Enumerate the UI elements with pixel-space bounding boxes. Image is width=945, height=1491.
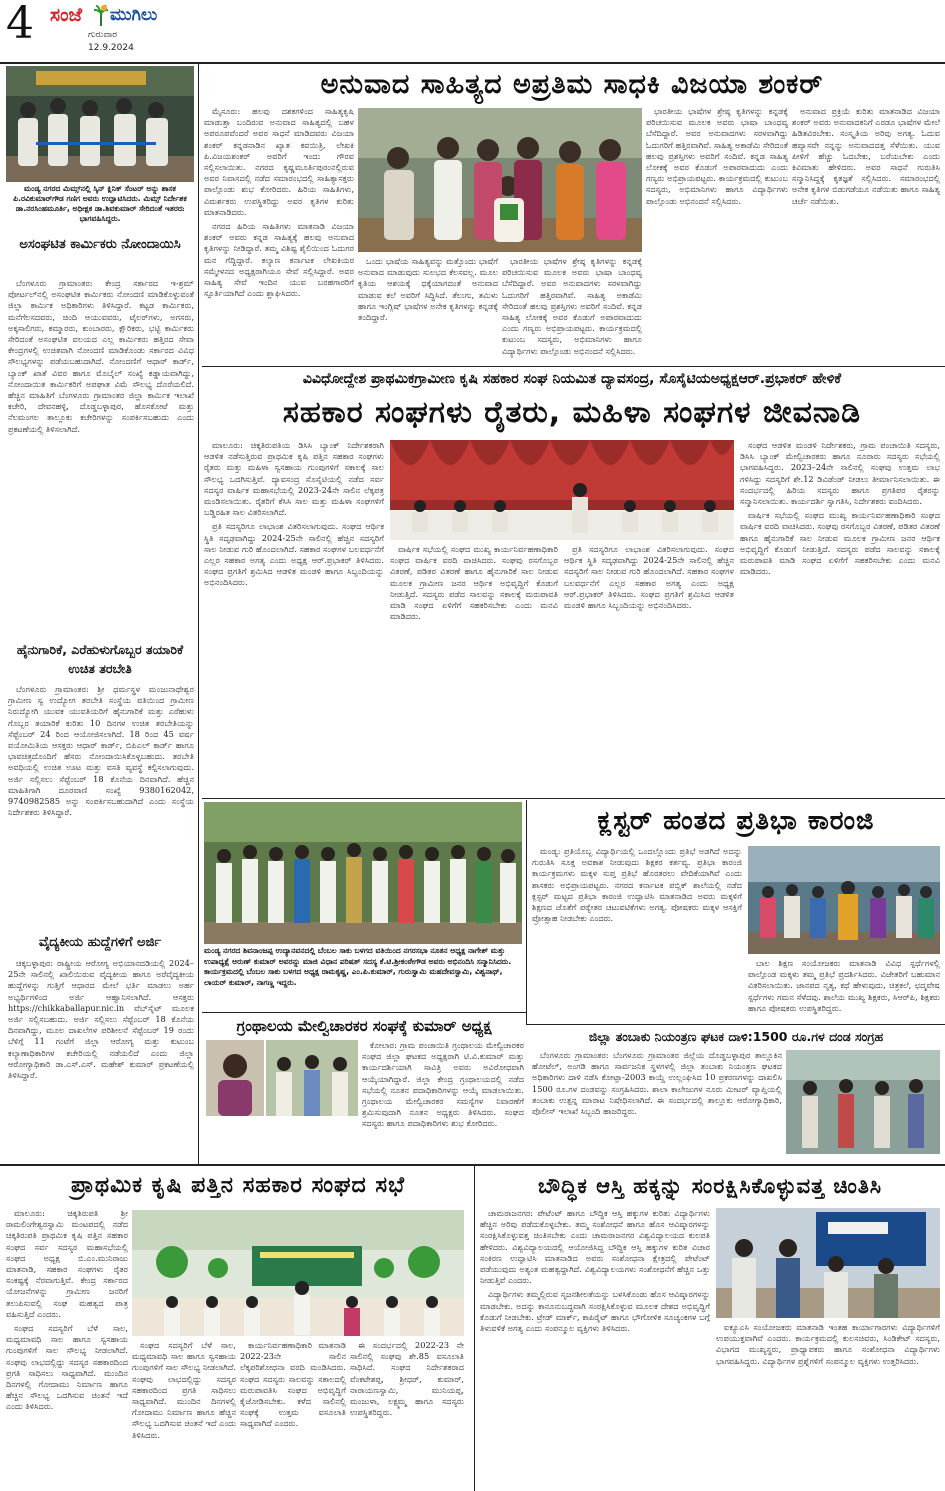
vijaya-col-5 bbox=[792, 106, 940, 364]
cluster-bottom-rule bbox=[526, 1024, 945, 1025]
story1-body bbox=[8, 278, 194, 640]
sahakara-bottom-rule bbox=[202, 798, 945, 799]
palm-tree-icon bbox=[94, 4, 108, 26]
library-text: ಕೋಲಾರ: ಗ್ರಾಮ ಪಂಚಾಯಿತಿ ಗ್ರಂಥಾಲಯ ಮೇಲ್ವಿಚಾರಕರ ಸಂಘದ ಜಿಲ್ಲಾ ಘಟಕದ ಅಧ್ಯಕ್ಷರಾಗಿ ಟಿ.ವಿ.ಕುಮಾರ್ ಮತ್ತು ಕಾರ್ಯದರ್ಶಿಯಾಗಿ ಸಾವಿತ್ರಿ ಅವರು ಅವಿರೋಧವಾಗಿ ಆಯ್ಕೆಯಾಗಿದ್ದಾರೆ. ಜಿಲ್ಲಾ ಕೇಂದ್ರ ಗ್ರಂಥಾಲಯದಲ್ಲಿ ನಡೆದ ಸಭೆಯಲ್ಲಿ ನೂತನ ಪದಾಧಿಕಾರಿಗಳನ್ನು ಆಯ್ಕೆ ಮಾಡಲಾಯಿತು. ಗ್ರಂಥಾಲಯ ಮೇಲ್ವಿಚಾರಕರ ಸಮಸ್ಯೆಗಳ ನಿವಾರಣೆಗೆ ಶ್ರಮಿಸುವುದಾಗಿ ನೂತನ ಅಧ್ಯಕ್ಷರು ತಿಳಿಸಿದರು. ಸಂಘದ ಸದಸ್ಯರು ಹಾಗೂ ಪದಾಧಿಕಾರಿಗಳು ಶುಭ ಕೋರಿದರು. bbox=[362, 1040, 524, 1129]
story2-text: ಬೆಂಗಳೂರು ಗ್ರಾಮಾಂತರ: ಶ್ರೀ ಧರ್ಮಸ್ಥಳ ಮಂಜುನಾಥೇಶ್ವರ ಗ್ರಾಮೀಣ ಸ್ವ ಉದ್ಯೋಗ ತರಬೇತಿ ಸಂಸ್ಥೆಯ ವತಿಯಿಂದ ಗ್ರಾಮೀಣ ನಿರುದ್ಯೋಗಿ ಯುವಕ ಯುವತಿಯರಿಗೆ ಹೈನುಗಾರಿಕೆ ಮತ್ತು ಎರೆಹುಳು ಗೊಬ್ಬರ ತಯಾರಿಕೆ ಕುರಿತು 10 ದಿನಗಳ ಉಚಿತ ತರಬೇತಿಯನ್ನು ಸೆಪ್ಟೆಂಬರ್ 24 ರಿಂದ ಆಯೋಜಿಸಲಾಗಿದೆ. 18 ರಿಂದ 45 ವರ್ಷ ವಯೋಮಿತಿಯ ಆಸಕ್ತರು ಆಧಾರ್ ಕಾರ್ಡ್, ಬಿಪಿಎಲ್ ಕಾರ್ಡ್ ಹಾಗೂ ಭಾವಚಿತ್ರದೊಂದಿಗೆ ಹೆಸರು ನೋಂದಾಯಿಸಿಕೊಳ್ಳಬಹುದು. ತರಬೇತಿ ಅವಧಿಯಲ್ಲಿ ಉಚಿತ ಊಟ ಮತ್ತು ವಸತಿ ವ್ಯವಸ್ಥೆ ಕಲ್ಪಿಸಲಾಗುವುದು. ಅರ್ಜಿ ಸಲ್ಲಿಸಲು ಸೆಪ್ಟೆಂಬರ್ 18 ಕೊನೆಯ ದಿನವಾಗಿದೆ. ಹೆಚ್ಚಿನ ಮಾಹಿತಿಗಾಗಿ ದೂರವಾಣಿ ಸಂಖ್ಯೆ 9380162042, 9740982585 ಅನ್ನು ಸಂಪರ್ಕಿಸಬಹುದಾಗಿದೆ ಎಂದು ಸಂಸ್ಥೆಯ ನಿರ್ದೇಶಕರು ತಿಳಿಸಿದ್ದಾರೆ. bbox=[8, 684, 194, 818]
group-photo-caption: ಮಂಡ್ಯ ನಗರದ ಶಿವನಾಂಜಪ್ಪ ಉದ್ಯಾನವನದಲ್ಲಿ ಬೆಂಬಲ ಸಾಕು ಬಳಗದ ವತಿಯಿಂದ ನಗರಸಭಾ ನೂತನ ಅಧ್ಯಕ್ಷ ನಾಗೇಶ್ ಮತ್ತು ಉಪಾಧ್ಯಕ್ಷೆ ಅರುಣ್‌ ಕುಮಾರ್ ಅವರನ್ನು ಮಾಜಿ ವಿಧಾನ ಪರಿಷತ್ ಸದಸ್ಯ ಕೆ.ಟಿ.ಶ್ರೀಕಂಠೇಗೌಡ ಅವರು ಅಭಿನಂದಿಸಿ ಸನ್ಮಾನಿಸಿದರು. ಕಾರ್ಯಕ್ರಮದಲ್ಲಿ ಬೆಂಬಲ ಸಾಕು ಬಳಗದ ಅಧ್ಯಕ್ಷ ರಾಮಕೃಷ್ಣ, ಎಂ.ಪಿ.ಕುಮಾರ್, ಗುರುಸ್ವಾಮಿ ಮಹದೇವಸ್ವಾಮಿ, ವಿಶ್ವನಾಥ್, ಲಾಯರ್ ಕುಮಾರ್, ನಾಗಣ್ಣ ಇದ್ದರು. bbox=[204, 946, 512, 987]
left-column-divider bbox=[198, 64, 199, 1164]
pkps-col-4 bbox=[350, 1340, 464, 1488]
library-headline: ಗ್ರಂಥಾಲಯ ಮೇಲ್ವಿಚಾರಕರ ಸಂಘಕ್ಕೆ ಕುಮಾರ್ ಅಧ್ಯಕ್ಷ bbox=[236, 1017, 492, 1035]
vijaya-bottom-rule bbox=[202, 366, 945, 367]
cluster-text-1: ಮಂಡ್ಯ: ಪ್ರತಿಯೊಬ್ಬ ವಿದ್ಯಾರ್ಥಿಯಲ್ಲಿ ಒಂದಲ್ಲೊಂದು ಪ್ರತಿಭೆ ಅಡಗಿದೆ ಅದನ್ನು ಗುರುತಿಸಿ ಸೂಕ್ತ ಅವಕಾಶ ನೀಡುವುದು ಶಿಕ್ಷಕರ ಕರ್ತವ್ಯ. ಪ್ರತಿಭಾ ಕಾರಂಜಿ ಕಾರ್ಯಕ್ರಮಗಳು ಮಕ್ಕಳ ಸುಪ್ತ ಪ್ರತಿಭೆ ಹೊರತರಲು ವೇದಿಕೆಯಾಗಿವೆ ಎಂದು ಶಾಸಕರು ಅಭಿಪ್ರಾಯಪಟ್ಟರು. ನಗರದ ಕರ್ನಾಟಕ ಪಬ್ಲಿಕ್ ಶಾಲೆಯಲ್ಲಿ ನಡೆದ ಕ್ಲಸ್ಟರ್ ಮಟ್ಟದ ಪ್ರತಿಭಾ ಕಾರಂಜಿ ಉದ್ಘಾಟಿಸಿ ಮಾತನಾಡಿದ ಅವರು ಮಕ್ಕಳಿಗೆ ಶಿಕ್ಷಣದ ಜೊತೆಗೆ ಪಠ್ಯೇತರ ಚಟುವಟಿಕೆಗಳು ಅಗತ್ಯ. ಪೋಷಕರು ಮಕ್ಕಳ ಆಸಕ್ತಿಗೆ ಪ್ರೋತ್ಸಾಹ ನೀಡಬೇಕು ಎಂದರು. bbox=[532, 846, 742, 924]
vijaya-headline: ಅನುವಾದ ಸಾಹಿತ್ಯದ ಅಪ್ರತಿಮ ಸಾಧಕಿ ವಿಜಯಾ ಶಂಕರ್ bbox=[320, 69, 824, 100]
sahakara-col-4 bbox=[740, 440, 940, 794]
sahakara-kicker: ವಿವಿಧೋದ್ದೇಶ ಪ್ರಾಥಮಿಕಗ್ರಾಮೀಣ ಕೃಷಿ ಸಹಕಾರ ಸಂಘ ನಿಯಮಿತ ದ್ಯಾವಸಂದ್ರ, ಸೊಸೈಟಿಯಅಧ್ಯಕ್ಷಆರ್.ಪ್ರಭಾಕರ್ ಹೇಳಿಕೆ bbox=[302, 371, 842, 387]
cluster-headline: ಕ್ಲಸ್ಟರ್ ಹಂತದ ಪ್ರತಿಭಾ ಕಾರಂಜಿ bbox=[597, 806, 875, 836]
skin-clinic-photo bbox=[6, 66, 194, 182]
ip-text-3: ಐಕ್ಯೂಎಸಿ ಸಂಯೋಜಕರು ಮಾತನಾಡಿ ಇಂತಹ ಕಾರ್ಯಾಗಾರಗಳು ವಿದ್ಯಾರ್ಥಿಗಳಿಗೆ ಉಪಯುಕ್ತವಾಗಿವೆ ಎಂದರು. ಕಾರ್ಯಕ್ರಮದಲ್ಲಿ ಕುಲಸಚಿವರು, ಸಿಂಡಿಕೇಟ್ ಸದಸ್ಯರು, ವಿಭಾಗದ ಮುಖ್ಯಸ್ಥರು, ಪ್ರಾಧ್ಯಾಪಕರು ಹಾಗೂ ಸಂಶೋಧನಾ ವಿದ್ಯಾರ್ಥಿಗಳು ಭಾಗವಹಿಸಿದ್ದರು. ವಿದ್ಯಾರ್ಥಿಗಳ ಪ್ರಶ್ನೆಗಳಿಗೆ ಸಂಪನ್ಮೂಲ ವ್ಯಕ್ತಿಗಳು ಉತ್ತರಿಸಿದರು. bbox=[716, 1322, 940, 1366]
cluster-photo bbox=[748, 846, 940, 954]
sahakara-text-3: ವಾರ್ಷಿಕ ಸಭೆಯಲ್ಲಿ ಸಂಘದ ಮುಖ್ಯ ಕಾರ್ಯನಿರ್ವಹಣಾಧಿಕಾರಿ ಸಂಘದ ವಾರ್ಷಿಕ ವರದಿ ವಾಚಿಸಿದರು. ಸಂಘವು ರಸಗೊಬ್ಬರ ವಿತರಣೆ, ಪಡಿತರ ವಿತರಣೆ ಹಾಗೂ ಹೈನುಗಾರಿಕೆ ಸಾಲ ನೀಡುವ ಮೂಲಕ ಗ್ರಾಮೀಣ ಜನರ ಆರ್ಥಿಕ ಅಭಿವೃದ್ಧಿಗೆ ಕೊಡುಗೆ ನೀಡುತ್ತಿದೆ. ಸದಸ್ಯರು ಪಡೆದ ಸಾಲವನ್ನು ಸಕಾಲಕ್ಕೆ ಮರುಪಾವತಿ ಮಾಡಿ ಸಂಘದ ಏಳಿಗೆಗೆ ಸಹಕರಿಸಬೇಕು ಎಂದು ಮನವಿ ಮಾಡಿದರು. bbox=[390, 544, 558, 622]
library-photo-1 bbox=[206, 1040, 264, 1116]
cluster-col-2 bbox=[748, 958, 940, 1020]
cluster-col-1 bbox=[532, 846, 742, 1020]
ip-col-2 bbox=[716, 1322, 940, 1488]
vijaya-photo bbox=[358, 108, 642, 252]
skin-clinic-caption: ಮಂಡ್ಯ ನಗರದ ಮಿಮ್ಸ್‌ನಲ್ಲಿ ಸ್ಕಿನ್ ಕ್ಲಿನಿಕ್ ಸೆಂಟರ್ ಅನ್ನು ಶಾಸಕ ಪಿ.ರವಿಕುಮಾರ್‌ಗೌಡ ಗಣಿಗ ಅವರು ಉದ್ಘಾಟಿಸಿದರು. ಮಿಮ್ಸ್ ನಿರ್ದೇಶಕ ಡಾ.ನರಸಿಂಹಮೂರ್ತಿ, ಅಧೀಕ್ಷಕ ಡಾ.ಶಿವಕುಮಾರ್ ಸೇರಿದಂತೆ ಇತರರು ಭಾಗವಹಿಸಿದ್ದರು. bbox=[13, 184, 187, 223]
sahakara-col-2 bbox=[390, 544, 558, 794]
pkps-col-3 bbox=[240, 1340, 346, 1488]
sahakara-text-4b: ವಾರ್ಷಿಕ ಸಭೆಯಲ್ಲಿ ಸಂಘದ ಮುಖ್ಯ ಕಾರ್ಯನಿರ್ವಹಣಾಧಿಕಾರಿ ಸಂಘದ ವಾರ್ಷಿಕ ವರದಿ ವಾಚಿಸಿದರು. ಸಂಘವು ರಸಗೊಬ್ಬರ ವಿತರಣೆ, ಪಡಿತರ ವಿತರಣೆ ಹಾಗೂ ಹೈನುಗಾರಿಕೆ ಸಾಲ ನೀಡುವ ಮೂಲಕ ಗ್ರಾಮೀಣ ಜನರ ಆರ್ಥಿಕ ಅಭಿವೃದ್ಧಿಗೆ ಕೊಡುಗೆ ನೀಡುತ್ತಿದೆ. ಸದಸ್ಯರು ಪಡೆದ ಸಾಲವನ್ನು ಸಕಾಲಕ್ಕೆ ಮರುಪಾವತಿ ಮಾಡಿ ಸಂಘದ ಏಳಿಗೆಗೆ ಸಹಕರಿಸಬೇಕು ಎಂದು ಮನವಿ ಮಾಡಿದರು. bbox=[740, 510, 940, 577]
vijaya-text-4: ಭಾರತೀಯ ಭಾಷೆಗಳ ಶ್ರೇಷ್ಠ ಕೃತಿಗಳನ್ನು ಕನ್ನಡಕ್ಕೆ ಪರಿಚಯಿಸುವ ಮೂಲಕ ಅವರು ಭಾಷಾ ಬಾಂಧವ್ಯ ಬೆಸೆದಿದ್ದಾರೆ. ಅವರ ಅನುವಾದಗಳು ಸರಳವಾಗಿದ್ದು ಓದುಗರಿಗೆ ಹತ್ತಿರವಾಗಿವೆ. ಸಾಹಿತ್ಯ ಅಕಾಡೆಮಿ ಸೇರಿದಂತೆ ಹಲವು ಪ್ರಶಸ್ತಿಗಳು ಅವರಿಗೆ ಸಂದಿವೆ. ಕನ್ನಡ ಸಾಹಿತ್ಯ ಲೋಕಕ್ಕೆ ಅವರ ಕೊಡುಗೆ ಅಪಾರವಾದುದು ಎಂದು ಗಣ್ಯರು ಅಭಿಪ್ರಾಯಪಟ್ಟರು. ಕಾರ್ಯಕ್ರಮದಲ್ಲಿ ಕುಟುಂಬ ಸದಸ್ಯರು, ಅಭಿಮಾನಿಗಳು ಹಾಗೂ ವಿದ್ಯಾರ್ಥಿಗಳು ಪಾಲ್ಗೊಂಡು ಅಭಿನಂದನೆ ಸಲ್ಲಿಸಿದರು. bbox=[646, 106, 788, 206]
lower-section-rule bbox=[0, 1164, 945, 1166]
pkps-col-1 bbox=[6, 1208, 128, 1488]
pkps-text-4: ಈ ಸಂದರ್ಭದಲ್ಲಿ 2022-23 ನೇ ಸಾಲಿನಲ್ಲಿ ಸಂಘವು ಶೇ.85 ವಸೂಲಾತಿ ಸಾಧಿಸಿದೆ. ಸಂಘದ ನಿರ್ದೇಶಕರಾದ ವೆಂಕಟೇಶಪ್ಪ, ಶ್ರೀಧರ್, ಕುಮಾರ್, ನಾರಾಯಣಸ್ವಾಮಿ, ಮುನಿಯಪ್ಪ, ಮಂಜುಳಾ, ಲಕ್ಷ್ಮಮ್ಮ ಹಾಗೂ ಸದಸ್ಯರು ಉಪಸ್ಥಿತರಿದ್ದರು. bbox=[350, 1340, 464, 1418]
sahakara-headline: ಸಹಕಾರ ಸಂಘಗಳು ರೈತರು, ಮಹಿಳಾ ಸಂಘಗಳ ಜೀವನಾಡಿ bbox=[282, 395, 862, 430]
tobacco-text: ಬೆಂಗಳೂರು ಗ್ರಾಮಾಂತರ: ಬೆಂಗಳೂರು ಗ್ರಾಮಾಂತರ ಜಿಲ್ಲೆಯ ದೊಡ್ಡಬಳ್ಳಾಪುರ ತಾಲ್ಲೂಕಿನ ಹೋಟೆಲ್, ಅಂಗಡಿ ಹಾಗೂ ಸಾರ್ವಜನಿಕ ಸ್ಥಳಗಳಲ್ಲಿ ಜಿಲ್ಲಾ ತಂಬಾಕು ನಿಯಂತ್ರಣ ಘಟಕದ ಅಧಿಕಾರಿಗಳು ದಾಳಿ ನಡೆಸಿ ಕೋಟ್ಪಾ-2003 ಕಾಯ್ದೆ ಉಲ್ಲಂಘಿಸಿದ 10 ಪ್ರಕರಣಗಳನ್ನು ದಾಖಲಿಸಿ 1500 ರೂ.ಗಳ ದಂಡವನ್ನು ಸಂಗ್ರಹಿಸಿದರು. ಶಾಲಾ ಕಾಲೇಜುಗಳ ನೂರು ಮೀಟರ್ ವ್ಯಾಪ್ತಿಯಲ್ಲಿ ತಂಬಾಕು ಉತ್ಪನ್ನ ಮಾರಾಟ ನಿಷೇಧಿಸಲಾಗಿದೆ. ಈ ಸಂದರ್ಭದಲ್ಲಿ ತಾಲ್ಲೂಕು ಆರೋಗ್ಯಾಧಿಕಾರಿ, ಪೊಲೀಸ್ ಇಲಾಖೆ ಸಿಬ್ಬಂದಿ ಹಾಜರಿದ್ದರು. bbox=[532, 1050, 782, 1117]
pkps-text-3: ಕಾರ್ಯನಿರ್ವಹಣಾಧಿಕಾರಿ ಮಾತನಾಡಿ 2022-23ನೇ ಸಾಲಿನ ಲೆಕ್ಕಪರಿಶೋಧನಾ ವರದಿ ಮಂಡಿಸಿದರು. ಸಂಘದ ಸದಸ್ಯರು ಸಾಲವನ್ನು ಸಕಾಲದಲ್ಲಿ ಮರುಪಾವತಿಸಿ ಸಂಘದ ಅಭಿವೃದ್ಧಿಗೆ ಕೈಜೋಡಿಸಬೇಕು. ಕಳೆದ ಸಾಲಿನಲ್ಲಿ ಸಂಘಕ್ಕೆ ಉತ್ತಮ ವಸೂಲಾತಿ ಸಾಧ್ಯವಾಗಿದೆ ಎಂದರು. bbox=[240, 1340, 346, 1429]
story2-headline: ಹೈನುಗಾರಿಕೆ, ಎರೆಹುಳುಗೊಬ್ಬರ ತಯಾರಿಕೆ ಉಚಿತ ತರಬೇತಿ bbox=[16, 642, 184, 676]
pkps-col-2 bbox=[132, 1340, 236, 1488]
masthead bbox=[0, 0, 945, 62]
vijaya-col-3 bbox=[502, 256, 642, 364]
pkps-photo bbox=[132, 1210, 464, 1336]
logo-text-2: ಮುಗಿಲು bbox=[110, 5, 158, 25]
story2-body bbox=[8, 684, 194, 930]
sahakara-col-3 bbox=[564, 544, 734, 794]
vijaya-col-1 bbox=[204, 106, 354, 364]
story3-text: ಚಿಕ್ಕಬಳ್ಳಾಪುರ: ರಾಷ್ಟ್ರೀಯ ಆರೋಗ್ಯ ಅಭಿಯಾನದಡಿಯಲ್ಲಿ 2024–25ನೇ ಸಾಲಿನಲ್ಲಿ ಖಾಲಿಯಿರುವ ವೈದ್ಯಕೀಯ ಹಾಗೂ ಅರೆವೈದ್ಯಕೀಯ ಹುದ್ದೆಗಳನ್ನು ಗುತ್ತಿಗೆ ಆಧಾರದ ಮೇಲೆ ಭರ್ತಿ ಮಾಡಲು ಅರ್ಹ ಅಭ್ಯರ್ಥಿಗಳಿಂದ ಅರ್ಜಿ ಆಹ್ವಾನಿಸಲಾಗಿದೆ. ಆಸಕ್ತರು https://chikkaballapur.nic.in ವೆಬ್‌ಸೈಟ್ ಮೂಲಕ ಅರ್ಜಿ ಸಲ್ಲಿಸಬಹುದು. ಅರ್ಜಿ ಸಲ್ಲಿಸಲು ಸೆಪ್ಟೆಂಬರ್ 18 ಕೊನೆಯ ದಿನವಾಗಿದ್ದು, ಮೂಲ ದಾಖಲೆಗಳ ಪರಿಶೀಲನೆ ಸೆಪ್ಟೆಂಬರ್ 19 ರಂದು ಬೆಳಿಗ್ಗೆ 11 ಗಂಟೆಗೆ ಜಿಲ್ಲಾ ಆರೋಗ್ಯ ಮತ್ತು ಕುಟುಂಬ ಕಲ್ಯಾಣಾಧಿಕಾರಿಗಳ ಕಚೇರಿಯಲ್ಲಿ ನಡೆಯಲಿದೆ ಎಂದು ಜಿಲ್ಲಾ ಆರೋಗ್ಯಾಧಿಕಾರಿ ಡಾ.ಎಸ್.ಎಸ್. ಮಹೇಶ್ ಕುಮಾರ್ ಪ್ರಕಟಣೆಯಲ್ಲಿ ತಿಳಿಸಿದ್ದಾರೆ. bbox=[8, 958, 194, 1081]
vijaya-text-5: ಅನುವಾದ ಪ್ರಕ್ರಿಯೆ ಕುರಿತು ಮಾತನಾಡಿದ ವಿಜಯಾ ಶಂಕರ್ ಅವರು ಅನುವಾದಕನಿಗೆ ಎರಡೂ ಭಾಷೆಗಳ ಮೇಲೆ ಹಿಡಿತವಿರಬೇಕು. ಸಂಸ್ಕೃತಿಯ ಅರಿವು ಅಗತ್ಯ. ಓದುವ ಹವ್ಯಾಸವೇ ನನ್ನನ್ನು ಅನುವಾದದತ್ತ ಸೆಳೆಯಿತು. ಯುವ ಪೀಳಿಗೆ ಹೆಚ್ಚು ಓದಬೇಕು, ಬರೆಯಬೇಕು ಎಂದು ಕಿವಿಮಾತು ಹೇಳಿದರು. ಅವರ ಸಾಧನೆ ಗುರುತಿಸಿ ಸನ್ಮಾನಿಸಿದ್ದಕ್ಕೆ ಕೃತಜ್ಞತೆ ಸಲ್ಲಿಸಿದರು. ಸಮಾರಂಭದಲ್ಲಿ ಅನೇಕ ಕೃತಿಗಳ ಬಿಡುಗಡೆಯೂ ನಡೆಯಿತು ಹಾಗೂ ಸಾಹಿತ್ಯ ಚರ್ಚೆ ನಡೆಯಿತು. bbox=[792, 106, 940, 206]
pkps-text-2: ಸಂಘದ ಸದಸ್ಯರಿಗೆ ಬೆಳೆ ಸಾಲ, ಮಧ್ಯಮಾವಧಿ ಸಾಲ ಹಾಗೂ ಸ್ವಸಹಾಯ ಗುಂಪುಗಳಿಗೆ ಸಾಲ ಸೌಲಭ್ಯ ನೀಡಲಾಗಿದೆ. ಸಂಘವು ಲಾಭದಲ್ಲಿದ್ದು ಸದಸ್ಯರ ಸಹಕಾರದಿಂದ ಪ್ರಗತಿ ಸಾಧಿಸಲು ಸಾಧ್ಯವಾಗಿದೆ. ಮುಂದಿನ ದಿನಗಳಲ್ಲಿ ಗೋದಾಮು ನಿರ್ಮಾಣ ಹಾಗೂ ಹೆಚ್ಚಿನ ಸೌಲಭ್ಯ ಒದಗಿಸುವ ಚಿಂತನೆ ಇದೆ ಎಂದು ತಿಳಿಸಿದರು. bbox=[6, 1323, 128, 1412]
mid-bottom-rule bbox=[202, 1012, 526, 1013]
center-vertical-divider bbox=[526, 800, 527, 1024]
vijaya-col-4 bbox=[646, 106, 788, 364]
date: 12.9.2024 bbox=[88, 43, 134, 53]
vijaya-text-3b: ಭಾರತೀಯ ಭಾಷೆಗಳ ಶ್ರೇಷ್ಠ ಕೃತಿಗಳನ್ನು ಕನ್ನಡಕ್ಕೆ ಪರಿಚಯಿಸುವ ಮೂಲಕ ಅವರು ಭಾಷಾ ಬಾಂಧವ್ಯ ಬೆಸೆದಿದ್ದಾರೆ. ಅವರ ಅನುವಾದಗಳು ಸರಳವಾಗಿದ್ದು ಓದುಗರಿಗೆ ಹತ್ತಿರವಾಗಿವೆ. ಸಾಹಿತ್ಯ ಅಕಾಡೆಮಿ ಸೇರಿದಂತೆ ಹಲವು ಪ್ರಶಸ್ತಿಗಳು ಅವರಿಗೆ ಸಂದಿವೆ. ಕನ್ನಡ ಸಾಹಿತ್ಯ ಲೋಕಕ್ಕೆ ಅವರ ಕೊಡುಗೆ ಅಪಾರವಾದುದು ಎಂದು ಗಣ್ಯರು ಅಭಿಪ್ರಾಯಪಟ್ಟರು. ಕಾರ್ಯಕ್ರಮದಲ್ಲಿ ಕುಟುಂಬ ಸದಸ್ಯರು, ಅಭಿಮಾನಿಗಳು ಹಾಗೂ ವಿದ್ಯಾರ್ಥಿಗಳು ಪಾಲ್ಗೊಂಡು ಅಭಿನಂದನೆ ಸಲ್ಲಿಸಿದರು. bbox=[502, 256, 642, 356]
vijaya-text-3: ಒಂದು ಭಾಷೆಯ ಸಾಹಿತ್ಯವನ್ನು ಮತ್ತೊಂದು ಭಾಷೆಗೆ ಅನುವಾದ ಮಾಡುವುದು ಸುಲಭದ ಕೆಲಸವಲ್ಲ. ಮೂಲ ಕೃತಿಯ ಆಶಯಕ್ಕೆ ಧಕ್ಕೆಯಾಗದಂತೆ ಅನುವಾದ ಮಾಡುವ ಕಲೆ ಅವರಿಗೆ ಸಿದ್ಧಿಸಿದೆ. ತೆಲುಗು, ತಮಿಳು ಹಾಗೂ ಇಂಗ್ಲಿಷ್ ಭಾಷೆಗಳ ಅನೇಕ ಕೃತಿಗಳನ್ನು ಕನ್ನಡಕ್ಕೆ ತಂದಿದ್ದಾರೆ. bbox=[358, 256, 498, 323]
library-photo-2 bbox=[266, 1040, 358, 1116]
vijaya-col-2 bbox=[358, 256, 498, 364]
sahakara-text-3b: ಪ್ರತಿ ಸದಸ್ಯರಿಗೂ ಲಾಭಾಂಶ ವಿತರಿಸಲಾಗುವುದು. ಸಂಘದ ಆರ್ಥಿಕ ಸ್ಥಿತಿ ಸದೃಢವಾಗಿದ್ದು 2024-25ನೇ ಸಾಲಿನಲ್ಲಿ ಹೆಚ್ಚಿನ ಸದಸ್ಯರಿಗೆ ಸಾಲ ನೀಡುವ ಗುರಿ ಹೊಂದಲಾಗಿದೆ. ಸಹಕಾರ ಸಂಘಗಳ ಬಲವರ್ಧನೆಗೆ ಎಲ್ಲರ ಸಹಕಾರ ಅಗತ್ಯ ಎಂದು ಅಧ್ಯಕ್ಷ ಆರ್.ಪ್ರಭಾಕರ್ ತಿಳಿಸಿದರು. ಸಂಘದ ಪ್ರಗತಿಗೆ ಶ್ರಮಿಸಿದ ಆಡಳಿತ ಮಂಡಳಿ ಹಾಗೂ ಸಿಬ್ಬಂದಿಯನ್ನು ಅಭಿನಂದಿಸಿದರು. bbox=[564, 544, 734, 611]
ip-col-1 bbox=[480, 1208, 710, 1488]
library-body bbox=[362, 1040, 524, 1150]
masthead-divider bbox=[0, 62, 945, 64]
sahakara-text-2: ಪ್ರತಿ ಸದಸ್ಯರಿಗೂ ಲಾಭಾಂಶ ವಿತರಿಸಲಾಗುವುದು. ಸಂಘದ ಆರ್ಥಿಕ ಸ್ಥಿತಿ ಸದೃಢವಾಗಿದ್ದು 2024-25ನೇ ಸಾಲಿನಲ್ಲಿ ಹೆಚ್ಚಿನ ಸದಸ್ಯರಿಗೆ ಸಾಲ ನೀಡುವ ಗುರಿ ಹೊಂದಲಾಗಿದೆ. ಸಹಕಾರ ಸಂಘಗಳ ಬಲವರ್ಧನೆಗೆ ಎಲ್ಲರ ಸಹಕಾರ ಅಗತ್ಯ ಎಂದು ಅಧ್ಯಕ್ಷ ಆರ್.ಪ್ರಭಾಕರ್ ತಿಳಿಸಿದರು. ಸಂಘದ ಪ್ರಗತಿಗೆ ಶ್ರಮಿಸಿದ ಆಡಳಿತ ಮಂಡಳಿ ಹಾಗೂ ಸಿಬ್ಬಂದಿಯನ್ನು ಅಭಿನಂದಿಸಿದರು. bbox=[204, 521, 384, 588]
ip-text-2: ವಿದ್ಯಾರ್ಥಿಗಳು ತಮ್ಮಲ್ಲಿರುವ ಸೃಜನಶೀಲತೆಯನ್ನು ಬಳಸಿಕೊಂಡು ಹೊಸ ಆವಿಷ್ಕಾರಗಳನ್ನು ಮಾಡಬೇಕು. ಅದನ್ನು ಕಾನೂನುಬದ್ಧವಾಗಿ ಸಂರಕ್ಷಿಸಿಕೊಳ್ಳುವ ಮೂಲಕ ದೇಶದ ಅಭಿವೃದ್ಧಿಗೆ ಕೊಡುಗೆ ನೀಡಬೇಕು. ಟ್ರೇಡ್ ಮಾರ್ಕ್, ಕಾಪಿರೈಟ್ ಹಾಗೂ ಭೌಗೋಳಿಕ ಸೂಚ್ಯಂಕಗಳ ಬಗ್ಗೆ ತಿಳುವಳಿಕೆ ಅಗತ್ಯ ಎಂದು ಸಂಪನ್ಮೂಲ ವ್ಯಕ್ತಿಗಳು ತಿಳಿಸಿದರು. bbox=[480, 1289, 710, 1334]
story1-headline: ಅಸಂಘಟಿತ ಕಾರ್ಮಿಕರು ನೋಂದಾಯಿಸಿ bbox=[19, 237, 181, 252]
weekday: ಗುರುವಾರ bbox=[88, 30, 118, 40]
cluster-text-2: ಬಾಲ ಶಿಕ್ಷಣ ಸಂಯೋಜಕರು ಮಾತನಾಡಿ ವಿವಿಧ ಸ್ಪರ್ಧೆಗಳಲ್ಲಿ ಪಾಲ್ಗೊಂಡ ಮಕ್ಕಳು ತಮ್ಮ ಪ್ರತಿಭೆ ಪ್ರದರ್ಶಿಸಿದರು. ವಿಜೇತರಿಗೆ ಬಹುಮಾನ ವಿತರಿಸಲಾಯಿತು. ಜಾನಪದ ನೃತ್ಯ, ಕಥೆ ಹೇಳುವುದು, ಚಿತ್ರಕಲೆ, ಛದ್ಮವೇಷ ಸ್ಪರ್ಧೆಗಳು ಗಮನ ಸೆಳೆದವು. ಶಾಲೆಯ ಮುಖ್ಯ ಶಿಕ್ಷಕರು, ಸಿಆರ್‌ಪಿ, ಶಿಕ್ಷಕರು ಹಾಗೂ ಪೋಷಕರು ಉಪಸ್ಥಿತರಿದ್ದರು. bbox=[748, 958, 940, 1013]
sahakara-text-1: ಮಾಲೂರು: ಚಿಕ್ಕತಿರುಪತಿಯ ಡಿಸಿಸಿ ಬ್ಯಾಂಕ್ ನಿರ್ದೇಶಕರಾಗಿ ಆಡಳಿತ ನಡೆಸುತ್ತಿರುವ ಪ್ರಾಥಮಿಕ ಕೃಷಿ ಪತ್ತಿನ ಸಹಕಾರ ಸಂಘಗಳು ರೈತರು ಮತ್ತು ಮಹಿಳಾ ಸ್ವಸಹಾಯ ಗುಂಪುಗಳಿಗೆ ಸಕಾಲಕ್ಕೆ ಸಾಲ ಸೌಲಭ್ಯ ಒದಗಿಸುತ್ತಿವೆ. ದ್ಯಾವಸಂದ್ರ ಸೊಸೈಟಿಯಲ್ಲಿ ನಡೆದ ಸರ್ವ ಸದಸ್ಯರ ವಾರ್ಷಿಕ ಮಹಾಸಭೆಯಲ್ಲಿ 2023-24ನೇ ಸಾಲಿನ ಲೆಕ್ಕಪತ್ರ ಮಂಡಿಸಲಾಯಿತು. ರೈತರಿಗೆ ಕೆಸಿಸಿ ಸಾಲ ಮತ್ತು ಮಹಿಳಾ ಸಂಘಗಳಿಗೆ ಬಡ್ಡಿರಹಿತ ಸಾಲ ವಿತರಿಸಲಾಗಿದೆ. bbox=[204, 440, 384, 518]
logo-text: ಸಂಜೆ bbox=[50, 4, 83, 26]
page-number: 4 bbox=[6, 0, 34, 49]
bottom-center-divider bbox=[474, 1166, 475, 1491]
tobacco-headline: ಜಿಲ್ಲಾ ತಂಬಾಕು ನಿಯಂತ್ರಣ ಘಟಕ ದಾಳಿ:1500 ರೂ.ಗಳ ದಂಡ ಸಂಗ್ರಹ bbox=[588, 1029, 884, 1044]
ip-photo bbox=[716, 1208, 940, 1318]
vijaya-text-2: ನಗರದ ಹಿರಿಯ ಸಾಹಿತಿಗಳು ಮಾತನಾಡಿ ವಿಜಯಾ ಶಂಕರ್ ಅವರು ಕನ್ನಡ ಸಾಹಿತ್ಯಕ್ಕೆ ಹಲವು ಅನುವಾದ ಕೃತಿಗಳನ್ನು ನೀಡಿದ್ದಾರೆ. ತಮ್ಮ ವಿಶಿಷ್ಟ ಶೈಲಿಯಿಂದ ಓದುಗರ ಮನ ಗೆದ್ದಿದ್ದಾರೆ. ಕಲ್ಯಾಣ ಕರ್ನಾಟಕ ಲೇಖಕಿಯರ ಸಮ್ಮೇಳನದ ಅಧ್ಯಕ್ಷರಾಗಿಯೂ ಸೇವೆ ಸಲ್ಲಿಸಿದ್ದಾರೆ. ಅವರ ಸಾಹಿತ್ಯ ಸೇವೆ ಇಂದಿನ ಯುವ ಬರಹಗಾರರಿಗೆ ಸ್ಫೂರ್ತಿಯಾಗಿದೆ ಎಂದು ಶ್ಲಾಘಿಸಿದರು. bbox=[204, 221, 354, 299]
pkps-text-2b: ಸಂಘದ ಸದಸ್ಯರಿಗೆ ಬೆಳೆ ಸಾಲ, ಮಧ್ಯಮಾವಧಿ ಸಾಲ ಹಾಗೂ ಸ್ವಸಹಾಯ ಗುಂಪುಗಳಿಗೆ ಸಾಲ ಸೌಲಭ್ಯ ನೀಡಲಾಗಿದೆ. ಸಂಘವು ಲಾಭದಲ್ಲಿದ್ದು ಸದಸ್ಯರ ಸಹಕಾರದಿಂದ ಪ್ರಗತಿ ಸಾಧಿಸಲು ಸಾಧ್ಯವಾಗಿದೆ. ಮುಂದಿನ ದಿನಗಳಲ್ಲಿ ಗೋದಾಮು ನಿರ್ಮಾಣ ಹಾಗೂ ಹೆಚ್ಚಿನ ಸೌಲಭ್ಯ ಒದಗಿಸುವ ಚಿಂತನೆ ಇದೆ ಎಂದು ತಿಳಿಸಿದರು. bbox=[132, 1340, 236, 1440]
group-photo bbox=[204, 802, 522, 944]
story3-body bbox=[8, 958, 194, 1158]
vijaya-text-1: ಮೈಸೂರು: ಹಲವು ದಶಕಗಳಿಂದ ಸಾಹಿತ್ಯಕೃಷಿ ಮಾಡುತ್ತಾ ಬಂದಿರುವ ಅನುವಾದ ಸಾಹಿತ್ಯದಲ್ಲಿ ಬಹಳ ಅಪರೂಪವೆಂದರೆ ಅವರ ಸಾಧನೆ ಮಾಡಿದವರು ವಿಜಯಾ ಶಂಕರ್ ಕನ್ನಡನಾಡಿನ ಖ್ಯಾತ ಕವಯಿತ್ರಿ, ಲೇಖಕಿ ಪಿ.ವಿಜಯಶಂಕರ್ ಅವರಿಗೆ ಇಂದು ಗೌರವ ಸಲ್ಲಿಸಲಾಯಿತು. ನಗರದ ಕೃಷ್ಣಮೂರ್ತಿಪುರಂನಲ್ಲಿರುವ ಅವರ ನಿವಾಸದಲ್ಲಿ ನಡೆದ ಸಮಾರಂಭದಲ್ಲಿ ಸಾಹಿತ್ಯಾಸಕ್ತರು ಪಾಲ್ಗೊಂಡು ಶುಭ ಕೋರಿದರು. ಹಿರಿಯ ಸಾಹಿತಿಗಳು, ವಿಮರ್ಶಕರು ಉಪಸ್ಥಿತರಿದ್ದು ಅವರ ಕೃತಿಗಳ ಕುರಿತು ಮಾತನಾಡಿದರು. bbox=[204, 106, 354, 217]
logo bbox=[50, 4, 160, 32]
story1-text: ಬೆಂಗಳೂರು ಗ್ರಾಮಾಂತರ: ಕೇಂದ್ರ ಸರ್ಕಾರದ ಇ-ಶ್ರಮ್ ಪೋರ್ಟಲ್‌ನಲ್ಲಿ ಅಸಂಘಟಿತ ಕಾರ್ಮಿಕರು ನೋಂದಣಿ ಮಾಡಿಕೊಳ್ಳುವಂತೆ ಜಿಲ್ಲಾ ಕಾರ್ಮಿಕ ಅಧಿಕಾರಿಗಳು ತಿಳಿಸಿದ್ದಾರೆ. ಕಟ್ಟಡ ಕಾರ್ಮಿಕರು, ಮನೆಗೆಲಸದವರು, ಚಿಂದಿ ಆಯುವವರು, ಟೈಲರ್‌ಗಳು, ಅಗಸರು, ಅಕ್ಕಸಾಲಿಗರು, ಕಮ್ಮಾರರು, ಕುಂಬಾರರು, ಕ್ಷೌರಿಕರು, ಭಟ್ಟಿ ಕಾರ್ಮಿಕರು ಸೇರಿದಂತೆ ಅಸಂಘಟಿತ ವಲಯದ ಎಲ್ಲ ಕಾರ್ಮಿಕರು ಹತ್ತಿರದ ಸೇವಾ ಕೇಂದ್ರಗಳಲ್ಲಿ ಉಚಿತವಾಗಿ ನೋಂದಣಿ ಮಾಡಿಕೊಂಡು ಸರ್ಕಾರದ ವಿವಿಧ ಸೌಲಭ್ಯಗಳನ್ನು ಪಡೆಯಬಹುದಾಗಿದೆ. ನೋಂದಣಿಗೆ ಆಧಾರ್ ಕಾರ್ಡ್, ಬ್ಯಾಂಕ್ ಖಾತೆ ವಿವರ ಹಾಗೂ ಮೊಬೈಲ್ ಸಂಖ್ಯೆ ಕಡ್ಡಾಯವಾಗಿದ್ದು, ನೋಂದಾಯಿತ ಕಾರ್ಮಿಕರಿಗೆ ಅಪಘಾತ ವಿಮೆ ಸೌಲಭ್ಯ ದೊರೆಯಲಿದೆ. ಹೆಚ್ಚಿನ ಮಾಹಿತಿಗೆ ಬೆಂಗಳೂರು ಗ್ರಾಮಾಂತರ ಜಿಲ್ಲಾ ಕಾರ್ಮಿಕ ಇಲಾಖೆ ಕಚೇರಿ, ದೇವನಹಳ್ಳಿ, ದೊಡ್ಡಬಳ್ಳಾಪುರ, ಹೊಸಕೋಟೆ ಮತ್ತು ನೆಲಮಂಗಲ ತಾಲ್ಲೂಕು ಕಚೇರಿಗಳನ್ನು ಸಂಪರ್ಕಿಸಬಹುದು ಎಂದು ಪ್ರಕಟಣೆಯಲ್ಲಿ ತಿಳಿಸಲಾಗಿದೆ. bbox=[8, 278, 194, 434]
sahakara-photo bbox=[390, 440, 734, 540]
tobacco-photo bbox=[786, 1050, 940, 1154]
pkps-text-1: ಮಾಲೂರು: ಚಿಕ್ಕತಿರುಪತಿ ಶ್ರೀ ರಾಮಲಿಂಗೇಶ್ವರಸ್ವಾಮಿ ಮಂಟಪದಲ್ಲಿ ನಡೆದ ಚಿಕ್ಕತಿರುಪತಿ ಪ್ರಾಥಮಿಕ ಕೃಷಿ ಪತ್ತಿನ ಸಹಕಾರ ಸಂಘದ ಸರ್ವ ಸದಸ್ಯರ ಮಹಾಸಭೆಯಲ್ಲಿ ಸಂಘದ ಅಧ್ಯಕ್ಷ ಬಿ.ಎಂ.ಮುನಿರಾಜು ಮಾತನಾಡಿ, ಸಹಕಾರ ಸಂಘಗಳು ರೈತರ ಸಂಕಷ್ಟಕ್ಕೆ ನೆರವಾಗುತ್ತಿವೆ. ಕೇಂದ್ರ ಸರ್ಕಾರದ ಯೋಜನೆಗಳನ್ನು ಗ್ರಾಮೀಣ ಜನರಿಗೆ ತಲುಪಿಸುವಲ್ಲಿ ಸಂಘ ಮಹತ್ವದ ಪಾತ್ರ ವಹಿಸುತ್ತಿದೆ ಎಂದರು. bbox=[6, 1208, 128, 1319]
ip-headline: ಬೌದ್ಧಿಕ ಆಸ್ತಿ ಹಕ್ಕನ್ನು ಸಂರಕ್ಷಿಸಿಕೊಳ್ಳುವತ್ತ ಚಿಂತಿಸಿ bbox=[537, 1174, 883, 1198]
sahakara-col-1 bbox=[204, 440, 384, 794]
tobacco-body bbox=[532, 1050, 782, 1156]
pkps-headline: ಪ್ರಾಥಮಿಕ ಕೃಷಿ ಪತ್ತಿನ ಸಹಕಾರ ಸಂಘದ ಸಭೆ bbox=[71, 1173, 405, 1198]
story3-headline: ವೈದ್ಯಕೀಯ ಹುದ್ದೆಗಳಿಗೆ ಅರ್ಜಿ bbox=[38, 935, 162, 950]
sahakara-text-4: ಸಂಘದ ಆಡಳಿತ ಮಂಡಳಿ ನಿರ್ದೇಶಕರು, ಗ್ರಾಮ ಪಂಚಾಯಿತಿ ಸದಸ್ಯರು, ಡಿಸಿಸಿ ಬ್ಯಾಂಕ್ ಮೇಲ್ವಿಚಾರಕರು ಹಾಗೂ ನೂರಾರು ಸದಸ್ಯರು ಸಭೆಯಲ್ಲಿ ಭಾಗವಹಿಸಿದ್ದರು. 2023–24ನೇ ಸಾಲಿನಲ್ಲಿ ಸಂಘವು ಉತ್ತಮ ಲಾಭ ಗಳಿಸಿದ್ದು ಸದಸ್ಯರಿಗೆ ಶೇ.12 ಡಿವಿಡೆಂಡ್ ನೀಡಲು ತೀರ್ಮಾನಿಸಲಾಯಿತು. ಈ ಸಂದರ್ಭದಲ್ಲಿ ಹಿರಿಯ ಸದಸ್ಯರು ಹಾಗೂ ಪ್ರಗತಿಪರ ರೈತರನ್ನು ಸನ್ಮಾನಿಸಲಾಯಿತು. ಕಾರ್ಯದರ್ಶಿ ಸ್ವಾಗತಿಸಿ, ನಿರ್ದೇಶಕರು ವಂದಿಸಿದರು. bbox=[740, 440, 940, 507]
ip-text-1: ಚಾಮರಾಜನಗರ: ಪೇಟೆಂಟ್ ಹಾಗೂ ಬೌದ್ಧಿಕ ಆಸ್ತಿ ಹಕ್ಕುಗಳ ಕುರಿತು ವಿದ್ಯಾರ್ಥಿಗಳು ಹೆಚ್ಚಿನ ಅರಿವು ಪಡೆದುಕೊಳ್ಳಬೇಕು. ತಮ್ಮ ಸಂಶೋಧನೆ ಹಾಗೂ ಹೊಸ ಆವಿಷ್ಕಾರಗಳನ್ನು ಸಂರಕ್ಷಿಸಿಕೊಳ್ಳುವತ್ತ ಚಿಂತಿಸಬೇಕು ಎಂದು ಚಾಮರಾಜನಗರ ವಿಶ್ವವಿದ್ಯಾಲಯದ ಕುಲಪತಿ ಹೇಳಿದರು. ವಿಶ್ವವಿದ್ಯಾಲಯದಲ್ಲಿ ಆಯೋಜಿಸಿದ್ದ ಬೌದ್ಧಿಕ ಆಸ್ತಿ ಹಕ್ಕುಗಳ ಕುರಿತ ವಿಚಾರ ಸಂಕಿರಣ ಉದ್ಘಾಟಿಸಿ ಮಾತನಾಡಿದ ಅವರು ಸಂಶೋಧನಾ ಕ್ಷೇತ್ರದಲ್ಲಿ ಪೇಟೆಂಟ್ ಪಡೆಯುವುದು ಅತ್ಯಂತ ಮಹತ್ವದ್ದಾಗಿದೆ. ವಿಶ್ವವಿದ್ಯಾಲಯಗಳು ಸಂಶೋಧನೆಗೆ ಹೆಚ್ಚಿನ ಒತ್ತು ನೀಡುತ್ತಿವೆ ಎಂದರು. bbox=[480, 1208, 710, 1286]
